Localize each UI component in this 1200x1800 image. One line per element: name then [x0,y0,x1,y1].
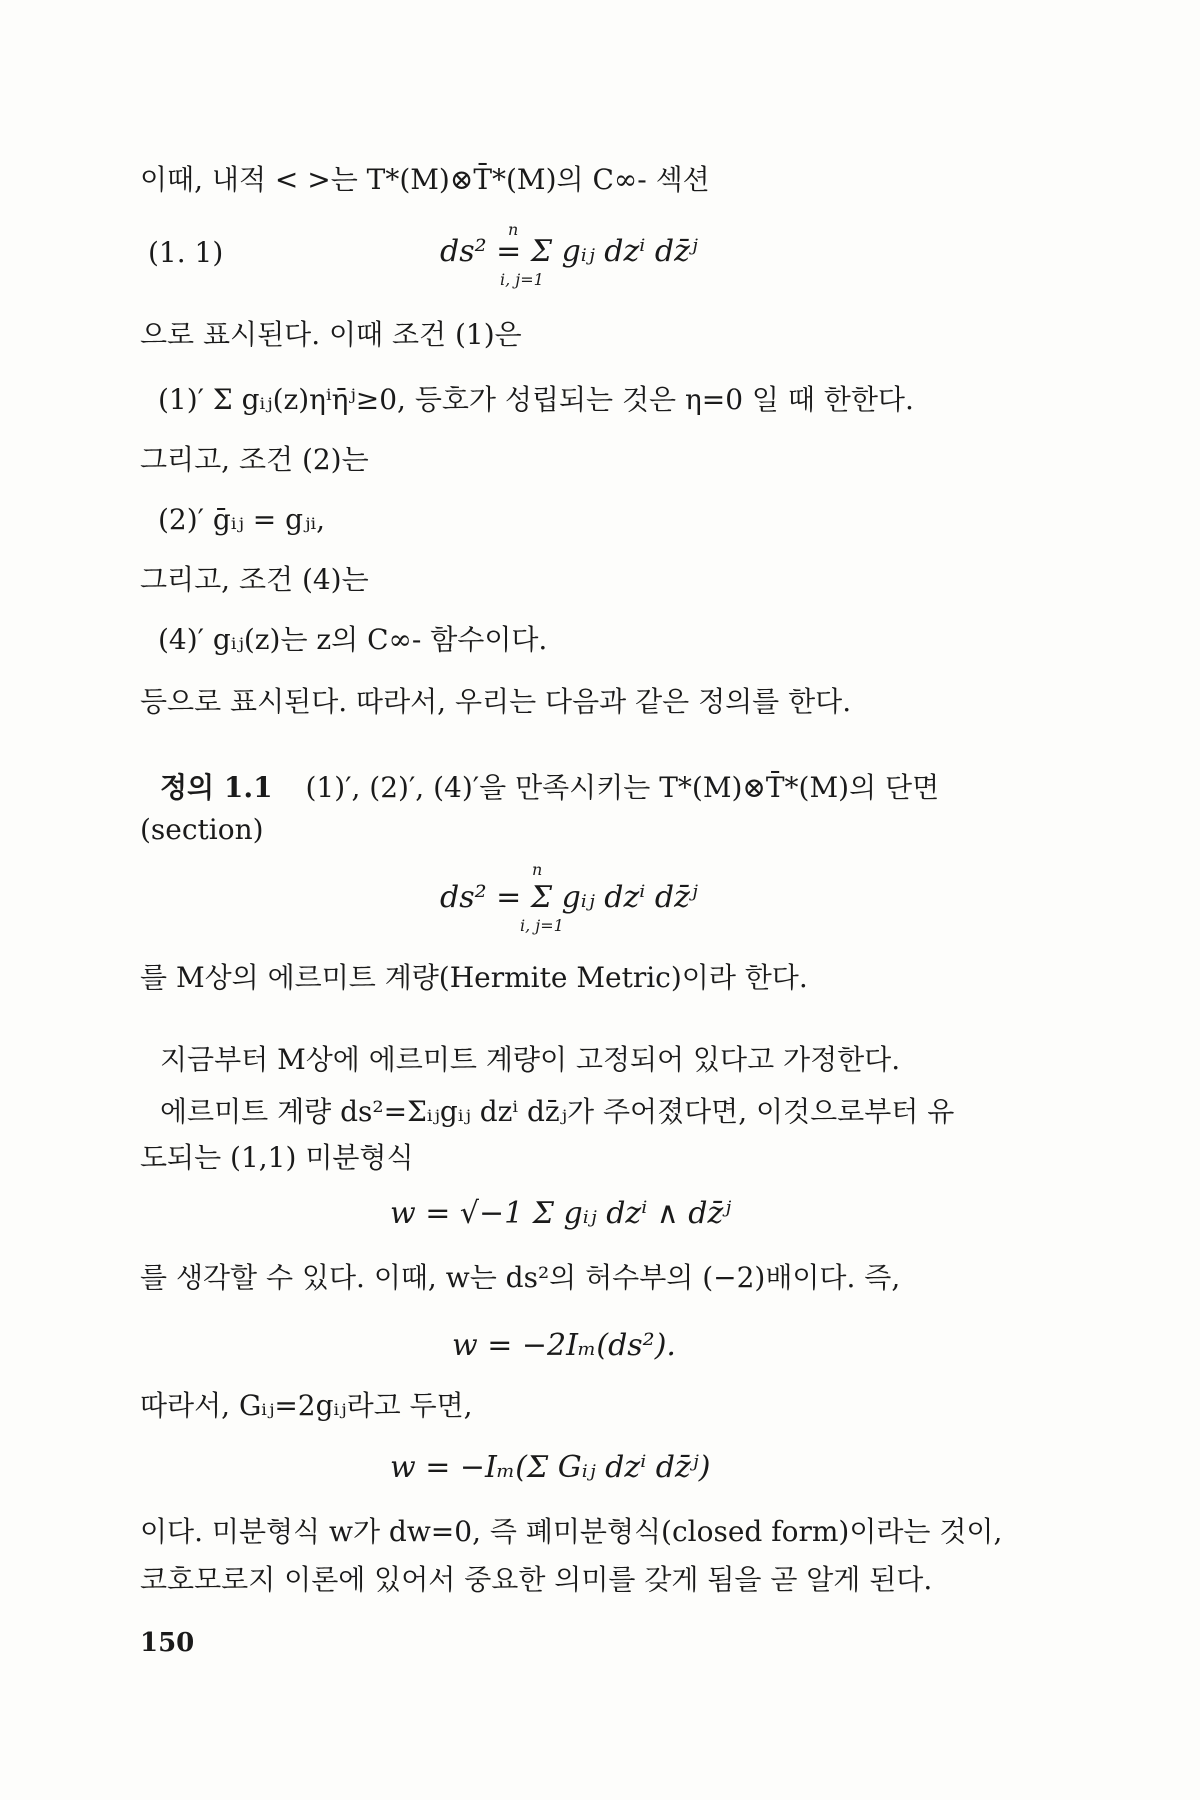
definition-label: 정의 1.1 [160,771,273,804]
text-line-17: 이다. 미분형식 w가 dw=0, 즉 폐미분형식(closed form)이라는 것이, [140,1515,1003,1548]
text-line-16: 따라서, Gᵢⱼ=2gᵢⱼ라고 두면, [140,1389,473,1422]
condition-1-prime: (1)′ Σ gᵢⱼ(z)ηⁱη̄ʲ≥0, 등호가 성립되는 것은 η=0 일 때 한한다. [158,383,914,416]
equation-w-imaginary: w = −2Iₘ(ds²). [452,1328,676,1363]
definition-1-1 [160,768,939,808]
text-line-18: 코호모로지 이론에 있어서 중요한 의미를 갖게 됨을 곧 알게 된다. [140,1563,933,1596]
text-line-11: 를 M상의 에르미트 계량(Hermite Metric)이라 한다. [140,961,808,994]
text-line-4: 그리고, 조건 (2)는 [140,443,369,476]
sum-lower-limit-1: i, j=1 [500,270,544,289]
sum-upper-limit-1: n [508,220,519,239]
equation-1-1: ds² = Σ gᵢⱼ dzⁱ dz̄ʲ [440,234,698,269]
page-number: 150 [140,1628,195,1658]
text-line-2: 으로 표시된다. 이때 조건 (1)은 [140,318,522,351]
text-line-8: 등으로 표시된다. 따라서, 우리는 다음과 같은 정의를 한다. [140,685,852,718]
equation-label-1-1: (1. 1) [148,236,224,269]
text-line-15: 를 생각할 수 있다. 이때, w는 ds²의 허수부의 (−2)배이다. 즉, [140,1261,901,1294]
text-line-section: (section) [140,813,264,846]
definition-text: (1)′, (2)′, (4)′을 만족시키는 T*(M)⊗T̄*(M)의 단면 [305,771,940,804]
equation-metric: ds² = Σ gᵢⱼ dzⁱ dz̄ʲ [440,880,698,915]
equation-w: w = √−1 Σ gᵢⱼ dzⁱ ∧ dz̄ʲ [390,1196,732,1231]
text-line-13: 에르미트 계량 ds²=Σᵢⱼgᵢⱼ dzⁱ dz̄ⱼ가 주어졌다면, 이것으로부터 유 [160,1095,955,1128]
text-line-12: 지금부터 M상에 에르미트 계량이 고정되어 있다고 가정한다. [160,1043,901,1076]
equation-w-G: w = −Iₘ(Σ Gᵢⱼ dzⁱ dz̄ʲ) [390,1450,711,1485]
text-line-1: 이때, 내적 < >는 T*(M)⊗T̄*(M)의 C∞- 섹션 [140,163,710,196]
sum-lower-limit-2: i, j=1 [520,916,564,935]
condition-2-prime: (2)′ ḡᵢⱼ = gⱼᵢ, [158,503,325,536]
text-line-14: 도되는 (1,1) 미분형식 [140,1141,414,1174]
sum-upper-limit-2: n [532,860,543,879]
condition-4-prime: (4)′ gᵢⱼ(z)는 z의 C∞- 함수이다. [158,623,548,656]
text-line-6: 그리고, 조건 (4)는 [140,563,369,596]
